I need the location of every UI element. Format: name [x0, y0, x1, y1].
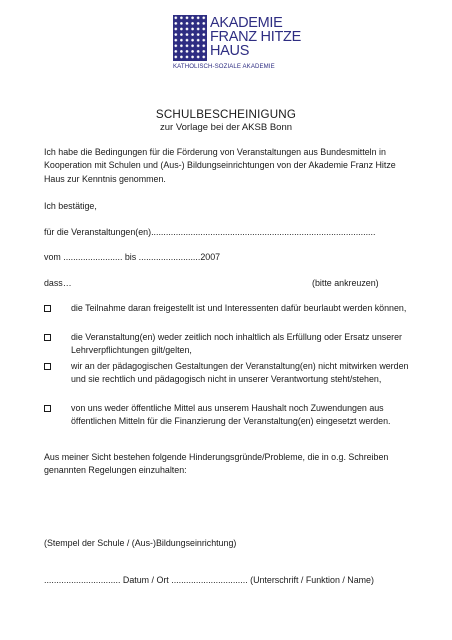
- akademie-logo: [173, 15, 323, 73]
- option-checkbox[interactable]: [44, 363, 51, 370]
- option-checkbox[interactable]: [44, 405, 51, 412]
- option-item: [44, 331, 424, 358]
- dass-label: dass…: [44, 278, 72, 288]
- option-text: die Veranstaltung(en) weder zeitlich noch inhaltlich als Erfüllung oder Ersatz unserer Lehrverpflichtungen gilt/gelten,: [71, 332, 403, 356]
- option-item: [44, 360, 424, 387]
- logo-wordmark: [210, 16, 301, 58]
- problems-paragraph: Aus meiner Sicht bestehen folgende Hinderungsgründe/Probleme, die in o.g. Schreiben genannten Regelungen einzuhalten:: [44, 452, 389, 476]
- option-checkbox[interactable]: [44, 334, 51, 341]
- logo-line-2: FRANZ HITZE: [210, 29, 301, 45]
- confirm-text: Ich bestätige,: [44, 201, 97, 211]
- intro-paragraph: Ich habe die Bedingungen für die Förderung von Veranstaltungen aus Bundesmitteln in Kooperation mit Schulen und (Aus-) Bildungseinrichtungen von der Akademie Franz Hitze Haus zur Kenntnis genommen.: [44, 147, 396, 184]
- option-item: [44, 402, 424, 429]
- option-checkbox[interactable]: [44, 305, 51, 312]
- document-title: SCHULBESCHEINIGUNG: [155, 108, 297, 121]
- logo-tagline: KATHOLISCH-SOZIALE AKADEMIE: [173, 63, 275, 70]
- document-subtitle: zur Vorlage bei der AKSB Bonn: [159, 122, 293, 133]
- tick-hint: (bitte ankreuzen): [312, 278, 379, 288]
- logo-line-3: HAUS: [210, 43, 250, 59]
- option-text: die Teilnahme daran freigestellt ist und Interessenten dafür beurlaubt werden können,: [71, 303, 407, 313]
- option-item: [44, 302, 424, 315]
- logo-dot-grid: [173, 15, 207, 61]
- stamp-label: (Stempel der Schule / (Aus-)Bildungseinrichtung): [44, 538, 237, 548]
- option-text: von uns weder öffentliche Mittel aus unserem Haushalt noch Zuwendungen aus öffentlichen Mitteln für die Finanzierung der Veranstaltung(en) eingesetzt werden.: [71, 403, 391, 427]
- event-field[interactable]: für die Veranstaltungen(en)...........................................................................................: [44, 227, 376, 237]
- signature-line[interactable]: ............................... Datum / Ort ............................... (Unterschrift / Funktion / Name): [44, 575, 374, 585]
- option-text: wir an der pädagogischen Gestaltungen der Veranstaltung(en) nicht mitwirken werden und sie rechtlich und pädagogisch nicht in unserer Verantwortung steht/stehen,: [71, 361, 409, 385]
- logo-line-1: AKADEMIE: [210, 15, 283, 31]
- date-range-field[interactable]: vom ........................ bis .........................2007: [44, 252, 221, 262]
